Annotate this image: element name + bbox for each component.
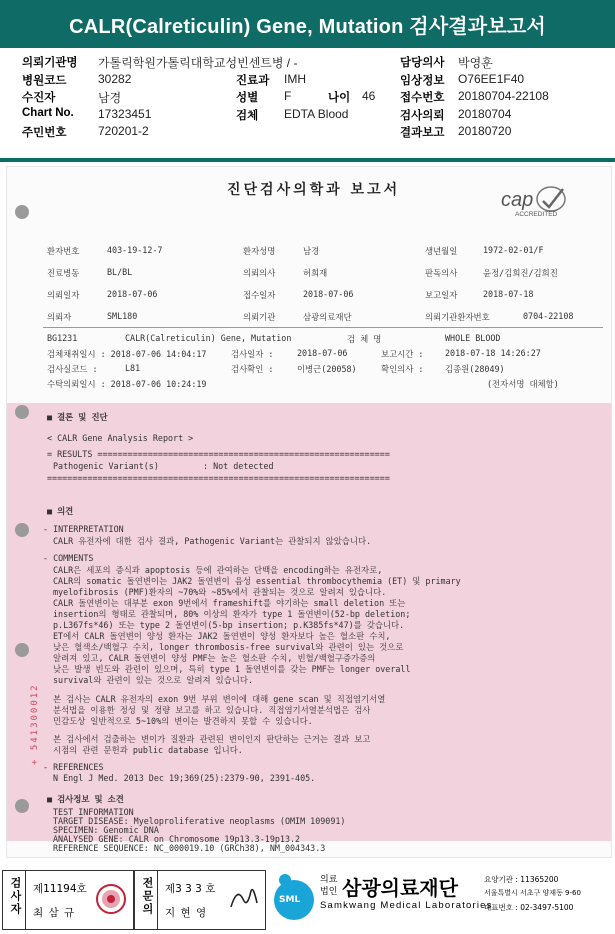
org-english: Samkwang Medical Laboratories	[320, 900, 493, 911]
r3-value-b: 2018-07-06	[303, 289, 354, 299]
comment-line: insertion의 형태로 관찰되며, 80% 이상의 환자가 type 1 돌연변이(52-bp deletion;	[53, 609, 411, 619]
cap-logo-sub: ACCREDITED	[515, 211, 558, 218]
e-signature-note: (전자서명 대체함)	[487, 379, 559, 389]
gene-analysis-subtitle: < CALR Gene Analysis Report >	[47, 433, 194, 443]
inspector-name: 최 삼 규	[33, 907, 76, 919]
interpretation-heading: - INTERPRETATION	[43, 524, 124, 534]
r4-label-b: 의뢰기관	[243, 312, 276, 322]
recipient-value: 남경	[98, 91, 122, 105]
test-info-line: TEST INFORMATION	[53, 807, 134, 817]
specialist-label: 전문의	[141, 877, 154, 916]
contract-time: 수탁의뢰일시 : 2018-07-06 10:24:19	[47, 379, 207, 389]
r2-label-b: 의뢰의사	[243, 268, 276, 278]
r1-value-a: 403-19-12-7	[107, 245, 163, 255]
result-value: : Not detected	[203, 461, 274, 471]
comment-line: 알려져 있고, CALR 돌연변이 양성 PMF는 높은 혈소판 수치, 빈혈/백혈구증가증의	[53, 653, 376, 663]
lab-code-label: 검사실코드 :	[47, 364, 98, 374]
comments-heading: - COMMENTS	[43, 553, 94, 563]
report-title-bar	[0, 0, 615, 48]
specimen-value: EDTA Blood	[284, 106, 349, 121]
request-value: 20180704	[458, 106, 512, 121]
inspector-number: 제11194호	[33, 883, 87, 895]
code-label: 병원코드	[22, 72, 67, 87]
specimen-name-value: WHOLE BLOOD	[445, 333, 501, 343]
specimen-label: 검체	[236, 107, 259, 122]
signature-icon	[227, 881, 261, 917]
r2-value-c: 윤정/김희진/김희진	[483, 268, 558, 278]
dept-label: 진료과	[236, 72, 270, 87]
comment-line: myelofibrosis (PMF)환자의 ~70%와 ~85%에서 관찰되는 것으로 알려져 있습니다.	[53, 587, 387, 597]
header-divider	[0, 158, 615, 162]
method-line: 민감도상 일반적으로 5~10%의 변이는 발견하지 못할 수 있습니다.	[53, 716, 313, 726]
request-label: 검사의뢰	[400, 107, 445, 122]
divider-line	[43, 327, 603, 328]
verify-label: 검사확인 :	[231, 364, 274, 374]
punch-hole	[15, 523, 29, 537]
r4-label-a: 의뢰자	[47, 312, 72, 322]
references-heading: - REFERENCES	[43, 762, 104, 772]
contact-line: 대표번호 : 02-3497-5100	[484, 903, 574, 912]
test-info-line: ANALYSED GENE: CALR on Chromosome 19p13.3-19p13.2	[53, 834, 301, 844]
lab-code-value: L81	[125, 363, 141, 373]
hospital-value: 가톨릭학원가톨릭대학교성빈센트병 / -	[98, 56, 298, 70]
r3-value-c: 2018-07-18	[483, 289, 534, 299]
test-name: CALR(Calreticulin) Gene, Mutation	[125, 333, 292, 343]
results-header: = RESULTS ==========================================================	[47, 449, 390, 459]
r3-label-b: 접수일자	[243, 290, 276, 300]
test-info-line: TARGET DISEASE: Myeloproliferative neoplasms (OMIM 109091)	[53, 816, 346, 826]
confirm-doctor-label: 확인의사 :	[381, 364, 424, 374]
chart-label: Chart No.	[22, 106, 74, 119]
r2-label-c: 판독의사	[425, 268, 458, 278]
comment-line: ET에서 CALR 돌연변이 양성 환자는 JAK2 돌연변이 양성 환자보다 높은 혈소판 수치,	[53, 631, 391, 641]
comment-line: p.L367fs*46) 또는 type 2 돌연변이(5-bp insertion; p.K385fs*47)를 갖습니다.	[53, 620, 405, 630]
footer-signatures	[0, 866, 615, 934]
basis-line: 본 검사에서 검출하는 변이가 질환과 관련된 변이인지 판단하는 근거는 결과 보고	[53, 734, 371, 744]
specimen-name-label: 검 체 명	[347, 334, 382, 344]
method-line: 분석법을 이용한 정성 및 정량 보고를 하고 있습니다. 직접염기서열분석법은 검사	[53, 705, 371, 715]
results-footer: ====================================================================	[47, 473, 390, 483]
inspector-label: 검사자	[9, 877, 22, 916]
reference-text: N Engl J Med. 2013 Dec 19;369(25):2379-90, 2391-405.	[53, 773, 316, 783]
org-type-1: 의료	[320, 875, 338, 885]
dept-value: IMH	[284, 71, 306, 86]
recipient-label: 수진자	[22, 90, 56, 104]
confirm-doctor-value: 김종원(28049)	[445, 364, 505, 374]
scanned-report	[6, 166, 612, 858]
r4-value-a: SML180	[107, 311, 138, 321]
doctor-label: 담당의사	[400, 55, 445, 69]
r4-value-c: 0704-22108	[523, 311, 574, 321]
hospital-label: 의뢰기관명	[22, 55, 78, 69]
r1-label-c: 생년월일	[425, 246, 458, 256]
punch-hole	[15, 799, 29, 813]
comment-line: CALR은 세포의 증식과 apoptosis 등에 관여하는 단백을 encoding하는 유전자로,	[53, 565, 383, 575]
report-date-value: 20180720	[458, 124, 512, 138]
section-conclusion: ■ 결론 및 진단	[47, 412, 108, 422]
punch-hole	[15, 205, 29, 219]
r1-value-b: 남경	[303, 246, 320, 256]
r4-label-c: 의뢰기관환자번호	[425, 312, 490, 322]
report-date-label: 결과보고	[400, 125, 445, 139]
test-code: BG1231	[47, 333, 78, 343]
result-label: Pathogenic Variant(s)	[53, 461, 159, 471]
r1-value-c: 1972-02-01/F	[483, 245, 544, 255]
side-serial-number: + 541300012	[30, 683, 40, 765]
org-name: 삼광의료재단	[342, 876, 458, 900]
test-info-line: SPECIMEN: Genomic DNA	[53, 825, 159, 835]
cap-accredited-logo	[497, 181, 575, 223]
test-info-line: REFERENCE SEQUENCE: NC_000019.10 (GRCh38), NM_004343.3	[53, 843, 326, 853]
basis-line: 시점의 관련 문헌과 public database 입니다.	[53, 745, 243, 755]
r1-label-a: 환자번호	[47, 246, 80, 256]
org-type-2: 법인	[320, 887, 338, 897]
r3-label-a: 의뢰일자	[47, 290, 80, 300]
verify-value: 이병근(20058)	[297, 364, 357, 374]
sex-label: 성별	[236, 90, 259, 104]
clinical-value: O76EE1F40	[458, 71, 525, 86]
punch-hole	[15, 643, 29, 657]
r3-label-c: 보고일자	[425, 290, 458, 300]
section-opinion: ■ 의견	[47, 506, 74, 516]
inspector-seal-icon	[95, 883, 127, 915]
comment-line: 낮은 혈색소/백혈구 수치, longer thrombosis-free survival와 관련이 있는 것으로	[53, 642, 404, 652]
age-label: 나이	[328, 90, 351, 104]
age-value: 46	[362, 89, 376, 103]
interpretation-text: CALR 유전자에 대한 검사 결과, Pathogenic Variant는 관찰되지 않았습니다.	[53, 536, 372, 546]
report-heading: 진단검사의학과 보고서	[227, 182, 401, 198]
id-label: 주민번호	[22, 125, 67, 139]
chart-value: 17323451	[98, 106, 152, 121]
r1-label-b: 환자성명	[243, 246, 276, 256]
r2-value-a: BL/BL	[107, 267, 133, 277]
doctor-value: 박영훈	[458, 56, 493, 70]
inspector-box	[2, 870, 134, 930]
punch-hole	[15, 405, 29, 419]
contact-line: 서울특별시 서초구 양재동 9-60	[484, 889, 581, 897]
report-time-label: 보고시간 :	[381, 349, 424, 359]
collection-time: 검체채취일시 : 2018-07-06 14:04:17	[47, 349, 207, 359]
cap-logo-text: cap	[501, 189, 534, 211]
report-time-value: 2018-07-18 14:26:27	[445, 348, 541, 358]
method-line: 본 검사는 CALR 유전자의 exon 9번 부위 변이에 대해 gene scan 및 직접염기서열	[53, 694, 386, 704]
receipt-value: 20180704-22108	[458, 89, 549, 103]
specialist-number: 제3 3 3 호	[165, 883, 216, 895]
specialist-box	[134, 870, 266, 930]
test-date-label: 검사일자 :	[231, 349, 274, 359]
sml-logo-text: SML	[279, 895, 301, 905]
contact-line: 요양기관 : 11365200	[484, 875, 559, 884]
receipt-label: 접수번호	[400, 90, 445, 104]
comment-line: survival와 관련이 있는 것으로 알려져 있습니다.	[53, 675, 254, 685]
section-test-info: ■ 검사정보 및 소견	[47, 794, 124, 804]
r2-value-b: 허희재	[303, 268, 328, 278]
code-value: 30282	[98, 71, 132, 86]
comment-line: CALR의 somatic 돌연변이는 JAK2 돌연변이 음성 essential thrombocythemia (ET) 및 primary	[53, 576, 461, 586]
specialist-name: 지 현 영	[165, 907, 208, 919]
report-title: CALR(Calreticulin) Gene, Mutation 검사결과보고서	[69, 15, 546, 38]
r2-label-a: 진료병동	[47, 268, 80, 278]
sex-value: F	[284, 89, 292, 103]
comment-line: 낮은 발생 빈도와 관련이 있으며, 특히 type 1 돌연변이를 갖는 PMF는 longer overall	[53, 664, 411, 674]
id-value: 720201-2	[98, 124, 149, 138]
test-date-value: 2018-07-06	[297, 348, 348, 358]
comment-line: CALR 돌연변이는 대부분 exon 9번에서 frameshift를 야기하는 small deletion 또는	[53, 598, 406, 608]
r4-value-b: 삼광의료재단	[303, 312, 352, 322]
clinical-label: 임상정보	[400, 72, 445, 87]
r3-value-a: 2018-07-06	[107, 289, 158, 299]
patient-info-panel	[22, 54, 612, 142]
